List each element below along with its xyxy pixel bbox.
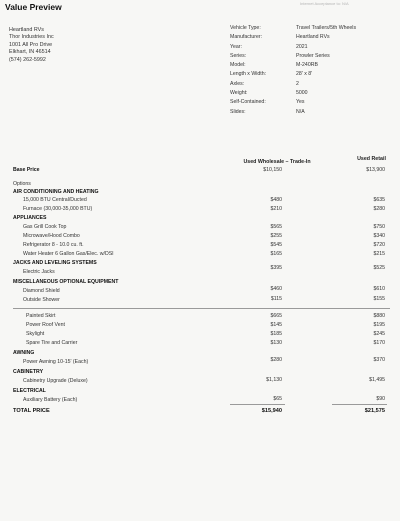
retail-value: $245 — [373, 331, 385, 337]
spec-label: Weight: — [230, 90, 248, 97]
row-label: JACKS AND LEVELING SYSTEMS — [13, 260, 97, 266]
wholesale-value: $185 — [270, 331, 282, 337]
wholesale-value: $395 — [270, 265, 282, 271]
retail-value: $525 — [373, 265, 385, 271]
wholesale-value: $565 — [270, 224, 282, 230]
section-heading — [0, 188, 400, 196]
vehicle-specs — [230, 24, 356, 117]
option-row — [0, 312, 400, 320]
spec-row — [230, 52, 356, 61]
row-label: Water Heater 6 Gallon Gas/Elec. w/DSI — [23, 251, 114, 257]
retail-value: $880 — [373, 313, 385, 319]
row-label: Cabinetry Upgrade (Deluxe) — [23, 378, 88, 384]
row-label: Furnace (30,000-35,000 BTU) — [23, 206, 93, 212]
wholesale-total-rule — [230, 404, 285, 405]
total-price-row — [0, 407, 400, 415]
row-label: APPLIANCES — [13, 215, 47, 221]
wholesale-value: $115 — [270, 296, 282, 302]
row-label: Microwave/Hood Combo — [23, 233, 80, 239]
wholesale-value: $65 — [273, 396, 282, 402]
spec-label: Vehicle Type: — [230, 25, 261, 31]
option-row — [0, 377, 400, 385]
wholesale-value: $10,150 — [263, 167, 282, 173]
spec-value: Yes — [296, 99, 305, 106]
retail-value: $215 — [373, 251, 385, 257]
option-row — [0, 396, 400, 404]
retail-value: $635 — [373, 197, 385, 203]
row-label: Options — [13, 181, 31, 187]
retail-value: $90 — [376, 396, 385, 402]
dealer-name: Heartland RVs — [9, 27, 44, 33]
option-row — [0, 196, 400, 204]
wholesale-value: $480 — [270, 197, 282, 203]
row-label: Painted Skirt — [26, 313, 56, 319]
dealer-phone: (574) 262-5992 — [9, 56, 46, 63]
spec-row — [230, 98, 356, 107]
spec-row — [230, 43, 356, 52]
wholesale-value: $145 — [270, 322, 282, 328]
option-row — [0, 265, 400, 276]
spec-value: Heartland RVs — [296, 34, 330, 41]
spec-value: 2021 — [296, 43, 308, 50]
spec-row — [230, 24, 356, 33]
spec-label: Slides: — [230, 108, 246, 115]
spec-value: 2 — [296, 80, 299, 87]
wholesale-value: $665 — [270, 313, 282, 319]
spec-label: Length x Width: — [230, 71, 267, 78]
options-label-row — [0, 180, 400, 188]
row-label: AIR CONDITIONING AND HEATING — [13, 189, 99, 195]
spec-row — [230, 33, 356, 42]
row-label: CABINETRY — [13, 369, 44, 375]
section-heading — [0, 387, 400, 395]
option-row — [0, 321, 400, 329]
spec-label: Manufacturer: — [230, 34, 263, 41]
row-label: Gas Grill Cook Top — [23, 224, 67, 230]
wholesale-value: $165 — [270, 251, 282, 257]
spec-label: Model: — [230, 62, 246, 69]
section-heading — [0, 368, 400, 376]
row-label: TOTAL PRICE — [13, 408, 50, 414]
spec-label: Axles: — [230, 80, 245, 87]
row-label: Electric Jacks — [23, 269, 55, 275]
retail-value: $13,900 — [366, 167, 385, 173]
spec-label: Year: — [230, 43, 242, 50]
row-label: 15,000 BTU Central/Ducted — [23, 197, 87, 203]
wholesale-value: $545 — [270, 242, 282, 248]
spec-value: Travel Trailers/5th Wheels — [296, 25, 357, 31]
spec-row — [230, 61, 356, 70]
row-label: Auxiliary Battery (Each) — [23, 397, 78, 403]
option-row — [0, 205, 400, 213]
spec-row — [230, 89, 356, 98]
option-row — [0, 223, 400, 231]
divider-line — [13, 308, 390, 309]
wholesale-value: $255 — [270, 233, 282, 239]
wholesale-total: $15,940 — [261, 408, 282, 414]
spec-label: Self-Contained: — [230, 99, 266, 106]
spec-value: Prowler Series — [296, 52, 330, 59]
retail-column-header: Used Retail — [357, 156, 386, 162]
row-label: Refrigerator 8 - 10.0 cu. ft. — [23, 242, 84, 248]
row-label: Skylight — [26, 331, 45, 337]
retail-value: $155 — [373, 296, 385, 302]
retail-value: $195 — [373, 322, 385, 328]
option-row — [0, 250, 400, 258]
dealer-street: 1001 All Pro Drive — [9, 41, 53, 48]
section-heading — [0, 214, 400, 222]
spec-value: 28' x 8' — [296, 71, 313, 78]
retail-value: $340 — [373, 233, 385, 239]
wholesale-value: $1,130 — [266, 377, 282, 383]
wholesale-value: $130 — [270, 340, 282, 346]
spec-value: M-240RB — [296, 62, 318, 69]
wholesale-value: $210 — [270, 206, 282, 212]
row-label: Spare Tire and Carrier — [26, 340, 78, 346]
option-row — [0, 330, 400, 338]
page-title: Value Preview — [5, 2, 62, 12]
option-row — [0, 232, 400, 240]
row-label: Base Price — [13, 167, 40, 173]
row-label: AWNING — [13, 350, 35, 356]
retail-value: $170 — [373, 340, 385, 346]
spec-value: 5000 — [296, 90, 308, 97]
spec-value: N/A — [296, 108, 305, 115]
option-row — [0, 287, 400, 295]
retail-value: $370 — [373, 357, 385, 363]
row-label: Diamond Shield — [23, 288, 60, 294]
spec-row — [230, 70, 356, 79]
option-row — [0, 241, 400, 249]
row-label: ELECTRICAL — [13, 388, 46, 394]
spec-label: Series: — [230, 52, 247, 59]
retail-total-rule — [332, 404, 387, 405]
dealer-address-block — [9, 27, 54, 64]
spec-row — [230, 108, 356, 117]
wholesale-value: $280 — [270, 357, 282, 363]
option-row — [0, 296, 400, 304]
retail-value: $720 — [373, 242, 385, 248]
wholesale-column-header: Used Wholesale – Trade-In — [243, 159, 311, 165]
option-row — [0, 358, 400, 366]
retail-total: $21,575 — [364, 408, 385, 414]
row-label: MISCELLANEOUS OPTIONAL EQUIPMENT — [13, 279, 119, 285]
retail-value: $1,495 — [369, 377, 385, 383]
retail-value: $280 — [373, 206, 385, 212]
faint-header-text: Internet Acceptance to: N/A — [300, 1, 349, 6]
option-row — [0, 339, 400, 347]
row-label: Outside Shower — [23, 297, 60, 303]
spec-row — [230, 80, 356, 89]
dealer-company: Thor Industries Inc — [9, 34, 54, 41]
row-label: Power Roof Vent — [26, 322, 65, 328]
base-price-row — [0, 166, 400, 174]
row-label: Power Awning 10-15' (Each) — [23, 359, 89, 365]
wholesale-value: $460 — [270, 286, 282, 292]
retail-value: $750 — [373, 224, 385, 230]
retail-value: $610 — [373, 286, 385, 292]
dealer-city: Elkhart, IN 46514 — [9, 49, 51, 56]
